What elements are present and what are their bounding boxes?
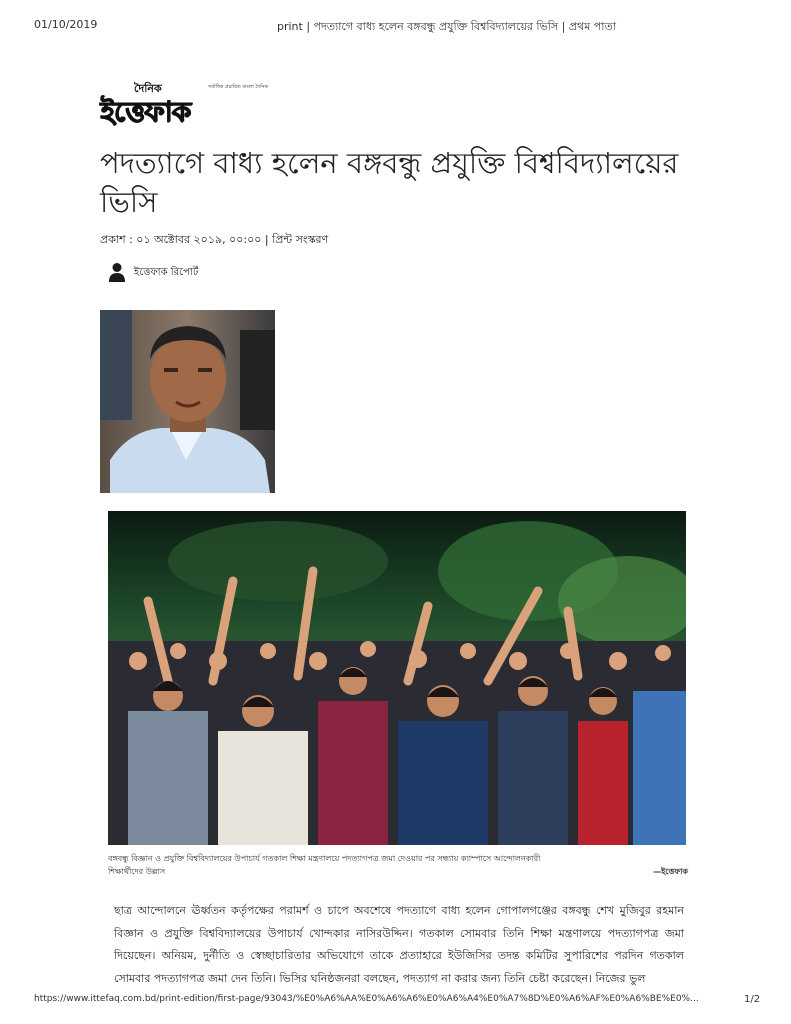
print-page-number: 1/2 (744, 994, 761, 1005)
masthead-name: ইত্তেফাক (100, 95, 191, 128)
person-icon (108, 262, 126, 282)
masthead-prefix: দৈনিক (134, 82, 162, 95)
caption-line-1: বঙ্গবন্ধু বিজ্ঞান ও প্রযুক্তি বিশ্ববিদ্যালয়ের উপাচার্য গতকাল শিক্ষা মন্ত্রণালয়ে পদত্যাগপত্র জমা দেওয়ার পর সন্ধ্যায় ক্যাম্পাসে আন্দোলনকারী (108, 854, 541, 863)
print-title: print | পদত্যাগে বাধ্য হলেন বঙ্গবন্ধু প্রযুক্তি বিশ্ববিদ্যালয়ের ভিসি | প্রথম পাতা (277, 20, 616, 33)
print-url[interactable] (34, 994, 699, 1004)
headline-line-1: পদত্যাগে বাধ্য হলেন বঙ্গবন্ধু প্রযুক্তি বিশ্ববিদ্যালয়ের (100, 146, 679, 180)
caption-credit: —ইত্তেফাক (653, 867, 688, 876)
article-meta: প্রকাশ : ০১ অক্টোবর ২০১৯, ০০:০০ | প্রিন্ট সংস্করণ (100, 233, 329, 246)
photo-caption (108, 852, 688, 878)
print-date: 01/10/2019 (34, 18, 98, 31)
students-celebration-photo (108, 511, 686, 845)
vc-portrait-photo (100, 310, 275, 493)
author-name: ইত্তেফাক রিপোর্ট (134, 267, 199, 278)
masthead-tagline: সর্বাধিক প্রচারিত বাংলা দৈনিক (208, 84, 268, 90)
print-url-text[interactable]: https://www.ittefaq.com.bd/print-edition/first-page/93043/%E0%A6%AA%E0%A6%A6%E0%A6%A4%E0%A7%8D%E0%A6%AF%E0%A6%BE%E0%... (34, 994, 699, 1004)
caption-line-2: শিক্ষার্থীদের উল্লাস (108, 867, 166, 876)
article-headline (100, 144, 680, 222)
headline-line-2: ভিসি (100, 185, 158, 219)
masthead-logo (100, 80, 280, 128)
article-body: ছাত্র আন্দোলনে ঊর্ধ্বতন কর্তৃপক্ষের পরামর্শ ও চাপে অবশেষে পদত্যাগে বাধ্য হলেন গোপালগঞ্জের বঙ্গবন্ধু শেখ মুজিবুর রহমান বিজ্ঞান ও প্রযুক্তি বিশ্ববিদ্যালয়ের উপাচার্য খোন্দকার নাসিরউদ্দিন। গতকাল সোমবার তিনি শিক্ষা মন্ত্রণালয়ে পদত্যাগপত্র জমা দিয়েছেন। অনিয়ম, দুর্নীতি ও স্বেচ্ছাচারিতার অভিযোগে তাকে প্রত্যাহারে ইউজিসির তদন্ত কমিটির সুপারিশের পরদিন গতকাল সোমবার পদত্যাগপত্র জমা দেন তিনি। ভিসির ঘনিষ্ঠজনরা বলছেন, পদত্যাগ না করার জন্য তিনি চেষ্টা করেছেন। নিজের ভুল (114, 904, 684, 985)
